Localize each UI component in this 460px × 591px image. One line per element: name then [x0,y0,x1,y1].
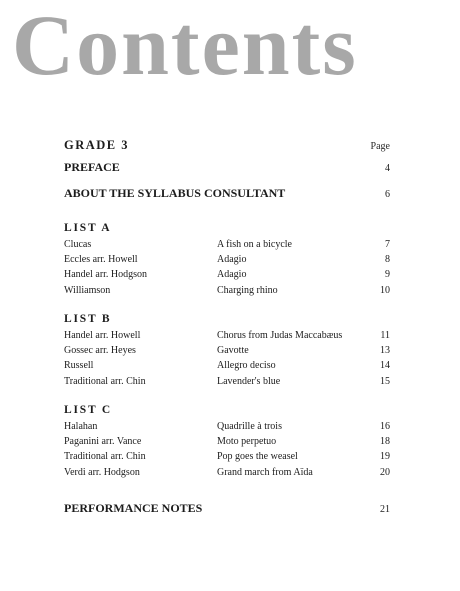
piece-row[interactable] [64,237,390,252]
piece-title: Lavender's blue [217,375,281,387]
piece-page: 7 [385,239,390,250]
toc-entry-label: ABOUT THE SYLLABUS CONSULTANT [64,186,286,200]
piece-title: Grand march from Aïda [217,466,313,478]
piece-title: Adagio [217,254,247,266]
composer: Traditional arr. Chin [64,451,146,463]
piece-title: Moto perpetuo [217,436,277,448]
piece-row[interactable] [64,465,390,480]
piece-title: Adagio [217,269,247,281]
piece-row[interactable] [64,267,390,282]
piece-row[interactable] [64,434,390,449]
piece-row[interactable] [64,419,390,434]
piece-page: 14 [380,360,390,372]
piece-page: 16 [380,421,390,432]
piece-page: 13 [380,345,390,357]
piece-page: 9 [385,269,390,281]
toc-entry-syllabus-consultant[interactable] [64,186,390,201]
piece-row[interactable] [64,358,390,373]
piece-page: 15 [380,375,390,387]
piece-row[interactable] [64,449,390,464]
list-b-section [64,313,390,389]
composer: Handel arr. Hodgson [64,269,148,281]
toc-entry-label: PREFACE [64,160,120,174]
list-heading: LIST A [64,222,112,234]
toc-entry-page: 4 [385,163,390,174]
toc-entry-page: 6 [385,189,390,200]
piece-page: 19 [380,451,390,463]
piece-row[interactable] [64,374,390,389]
piece-title: Allegro deciso [217,360,276,372]
composer: Traditional arr. Chin [64,375,146,387]
composer: Russell [64,360,94,372]
piece-title: A fish on a bicycle [217,239,292,250]
piece-page: 18 [380,436,390,448]
piece-row[interactable] [64,328,390,343]
composer: Eccles arr. Howell [64,254,138,266]
composer: Handel arr. Howell [64,330,141,341]
composer: Verdi arr. Hodgson [64,466,140,478]
piece-page: 20 [380,466,390,478]
grade-title: GRADE 3 [64,138,130,152]
piece-title: Pop goes the weasel [217,451,298,463]
list-c-section [64,404,390,480]
piece-page: 8 [385,254,390,266]
piece-page: 11 [380,330,390,341]
page-column-header: Page [370,141,390,152]
piece-title: Quadrille à trois [217,421,282,432]
page-title: Contents [12,0,358,93]
grade-header [64,138,390,153]
composer: Paganini arr. Vance [64,436,142,448]
toc-entry-page: 21 [380,504,390,515]
composer: Gossec arr. Heyes [64,345,136,357]
toc-entry-performance-notes[interactable] [64,501,390,516]
list-heading: LIST B [64,313,112,325]
piece-row[interactable] [64,283,390,298]
piece-title: Chorus from Judas Maccabæus [217,330,343,341]
composer: Clucas [64,239,92,250]
toc-entry-label: PERFORMANCE NOTES [64,501,203,515]
list-a-section [64,222,390,298]
toc-entry-preface[interactable] [64,160,390,175]
composer: Williamson [64,284,111,296]
composer: Halahan [64,421,98,432]
piece-title: Charging rhino [217,284,278,296]
piece-title: Gavotte [217,345,249,357]
list-heading: LIST C [64,404,112,416]
piece-row[interactable] [64,252,390,267]
piece-row[interactable] [64,343,390,358]
piece-page: 10 [380,284,390,296]
